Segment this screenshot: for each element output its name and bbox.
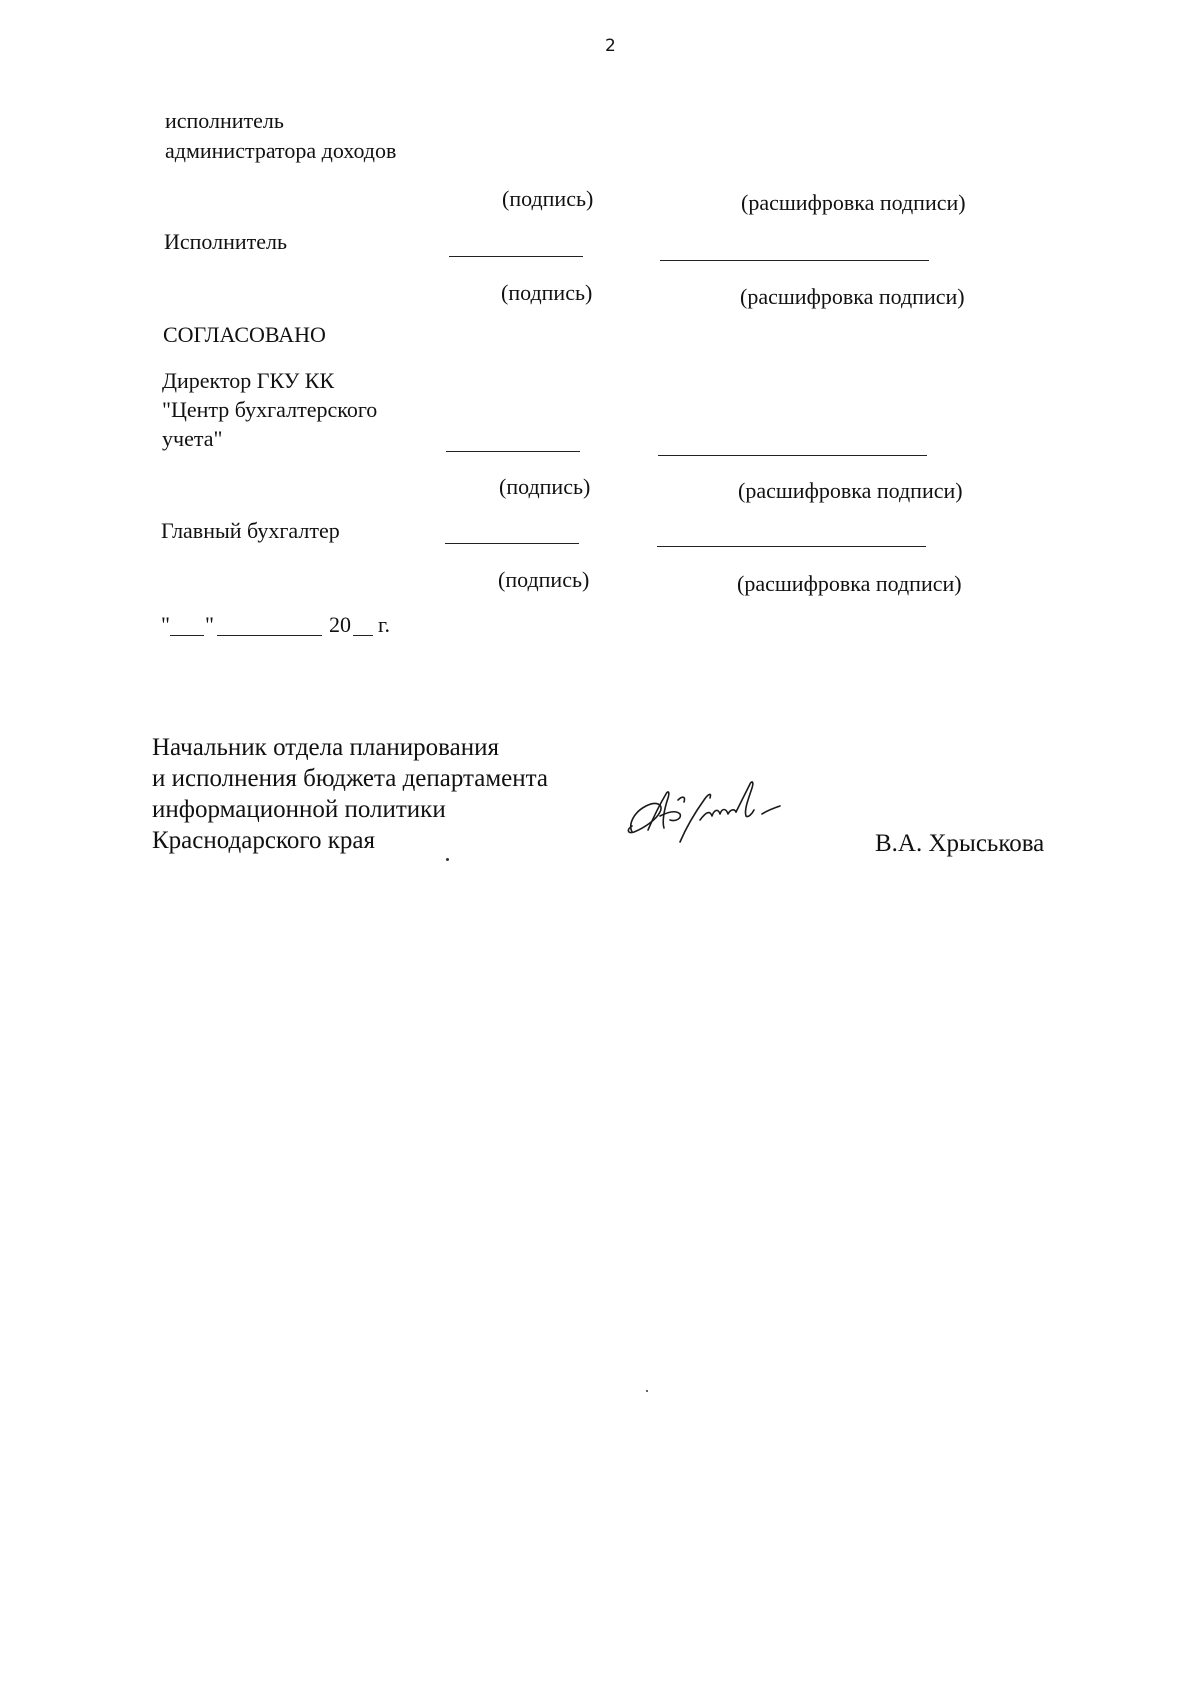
signatory-name: В.А. Хрыськова: [875, 830, 1045, 857]
executor-admin-line1: исполнитель: [165, 108, 284, 133]
director-decoding-line: [658, 455, 927, 456]
head-line2: и исполнения бюджета департамента: [152, 765, 548, 792]
page-number: 2: [605, 36, 616, 56]
caption-signature-3: (подпись): [499, 474, 591, 499]
head-line3: информационной политики: [152, 796, 446, 823]
date-year-blank: [353, 635, 373, 636]
caption-decoding-1: (расшифровка подписи): [741, 190, 966, 215]
executor-decoding-line: [660, 260, 929, 261]
director-line2: "Центр бухгалтерского: [162, 397, 378, 422]
chief-accountant-label: Главный бухгалтер: [161, 518, 340, 543]
head-line4: Краснодарского края: [152, 827, 375, 854]
caption-decoding-2: (расшифровка подписи): [740, 284, 965, 309]
director-signature-line: [446, 451, 580, 452]
date-year-prefix: 20: [329, 612, 351, 637]
head-line1: Начальник отдела планирования: [152, 734, 500, 761]
date-day-blank: [170, 635, 204, 636]
caption-signature-1: (подпись): [502, 186, 594, 211]
scan-speck: [446, 858, 449, 861]
executor-label: Исполнитель: [164, 229, 288, 254]
scan-speck: [646, 1390, 648, 1392]
date-open-quote: ": [161, 612, 170, 637]
agreed-label: СОГЛАСОВАНО: [163, 322, 326, 347]
date-month-blank: [217, 635, 322, 636]
date-close-quote: ": [205, 612, 214, 637]
caption-signature-2: (подпись): [501, 280, 593, 305]
director-line1: Директор ГКУ КК: [162, 368, 335, 393]
chief-accountant-decoding-line: [657, 546, 926, 547]
executor-admin-line2: администратора доходов: [165, 138, 397, 163]
caption-decoding-3: (расшифровка подписи): [738, 478, 963, 503]
caption-signature-4: (подпись): [498, 567, 590, 592]
executor-signature-line: [449, 256, 583, 257]
caption-decoding-4: (расшифровка подписи): [737, 571, 962, 596]
handwritten-signature: [620, 770, 790, 860]
chief-accountant-signature-line: [445, 543, 579, 544]
date-year-suffix: г.: [378, 612, 391, 637]
director-line3: учета": [162, 426, 223, 451]
